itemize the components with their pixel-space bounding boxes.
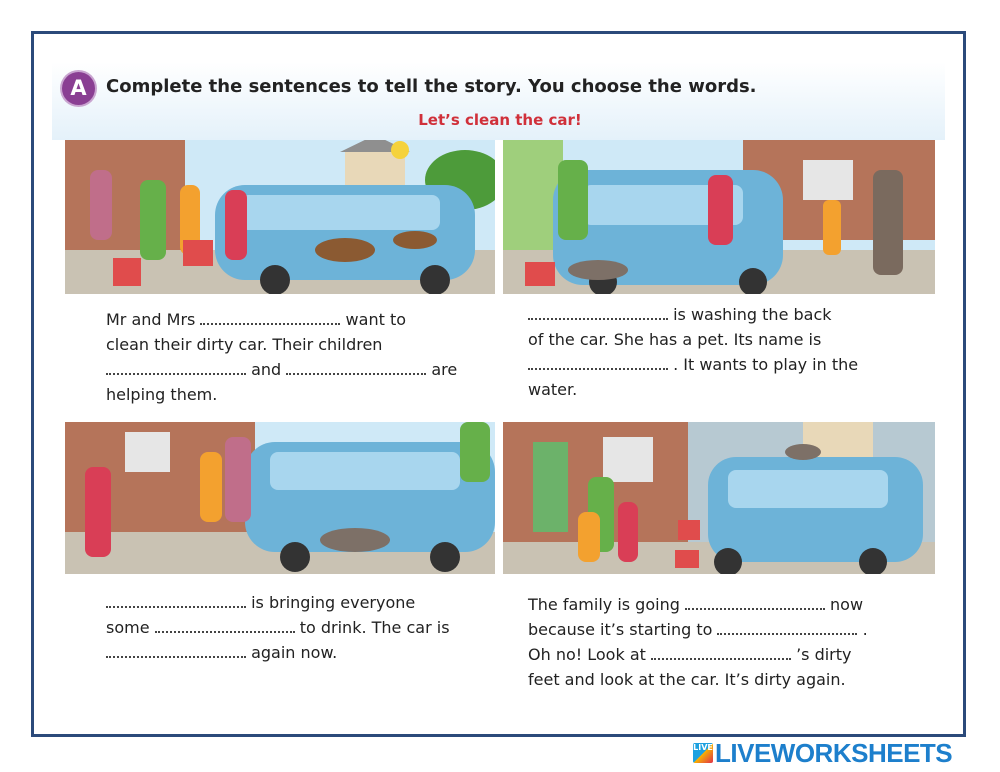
sentence-block-4	[528, 592, 868, 692]
answer-blank[interactable]	[717, 619, 857, 635]
sentence-block-1	[106, 307, 457, 407]
logo-text: LIVEWORKSHEETS	[715, 737, 953, 768]
answer-blank[interactable]	[155, 617, 295, 633]
sentence-line: water.	[528, 380, 578, 399]
sentence-line: Mr and Mrs want to	[106, 310, 407, 329]
sentence-line: Oh no! Look at ’s dirty	[528, 645, 852, 664]
sentence-line: some to drink. The car is	[106, 618, 450, 637]
panel-1-scene	[65, 140, 495, 294]
illustration-panel-1	[65, 140, 495, 294]
section-badge: A	[62, 72, 95, 105]
illustration-panel-4	[503, 422, 935, 574]
sentence-line: is washing the back	[528, 302, 858, 327]
sentence-line: of the car. She has a pet. Its name is	[528, 330, 822, 349]
sentence-line: and are	[106, 357, 457, 382]
answer-blank[interactable]	[106, 359, 246, 375]
sentence-line: . It wants to play in the	[528, 352, 858, 377]
answer-blank[interactable]	[528, 304, 668, 320]
liveworksheets-logo[interactable]	[693, 738, 952, 768]
panel-2-scene	[503, 140, 935, 294]
sentence-line: The family is going now	[528, 595, 864, 614]
answer-blank[interactable]	[685, 594, 825, 610]
sentence-block-2	[528, 302, 858, 402]
panel-4-scene	[503, 422, 935, 574]
sentence-line: is bringing everyone	[106, 590, 450, 615]
panel-3-scene	[65, 422, 495, 574]
answer-blank[interactable]	[651, 644, 791, 660]
answer-blank[interactable]	[200, 309, 340, 325]
story-title: Let’s clean the car!	[418, 111, 582, 129]
sentence-line: again now.	[106, 640, 450, 665]
illustration-panel-3	[65, 422, 495, 574]
sentence-line: feet and look at the car. It’s dirty again.	[528, 670, 846, 689]
answer-blank[interactable]	[528, 354, 668, 370]
answer-blank[interactable]	[106, 592, 246, 608]
sentence-line: helping them.	[106, 385, 218, 404]
sentence-line: because it’s starting to .	[528, 620, 868, 639]
instruction-text: Complete the sentences to tell the story. You choose the words.	[106, 76, 757, 97]
logo-cube-icon: LIVE	[693, 743, 713, 763]
sentence-block-3	[106, 590, 450, 665]
illustration-panel-2	[503, 140, 935, 294]
sentence-line: clean their dirty car. Their children	[106, 335, 383, 354]
answer-blank[interactable]	[106, 642, 246, 658]
answer-blank[interactable]	[286, 359, 426, 375]
sun-icon	[391, 141, 409, 159]
